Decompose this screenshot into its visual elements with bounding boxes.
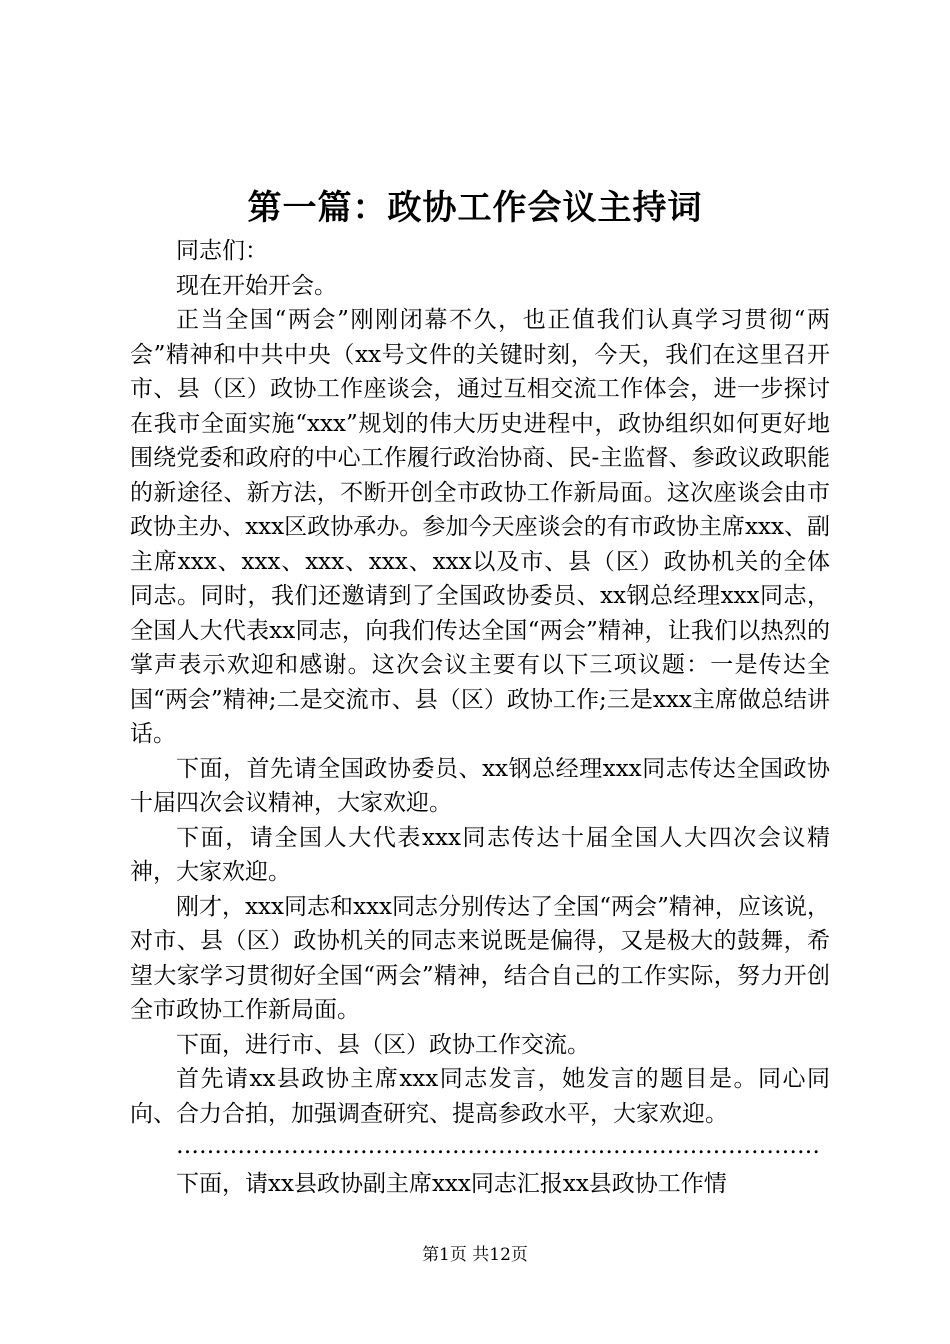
paragraph-first-speaker: 下面，首先请全国政协委员、xx钢总经理xxx同志传达全国政协十届四次会议精神，大家欢迎。 — [130, 755, 830, 816]
paragraph-opening: 现在开始开会。 — [176, 272, 337, 299]
document-body — [130, 234, 830, 1202]
document-title: 第一篇：政协工作会议主持词 — [247, 188, 703, 228]
paragraph-salutation: 同志们： — [176, 238, 268, 264]
page-number: 第1页 共12页 — [422, 1245, 528, 1265]
paragraph-county-speech: 首先请xx县政协主席xxx同志发言，她发言的题目是。同心同向、合力合拍，加强调查研究、提高参政水平，大家欢迎。 — [130, 1066, 830, 1127]
ellipsis-divider: ………………………………………………………………………… — [176, 1133, 820, 1159]
paragraph-exchange: 下面，进行市、县（区）政协工作交流。 — [176, 1031, 590, 1058]
paragraph-county-report: 下面，请xx县政协副主席xxx同志汇报xx县政协工作情 — [176, 1171, 727, 1197]
paragraph-second-speaker: 下面，请全国人大代表xxx同志传达十届全国人大四次会议精神，大家欢迎。 — [130, 824, 830, 885]
paragraph-introduction: 正当全国“两会”刚刚闭幕不久，也正值我们认真学习贯彻“两会”精神和中共中央（xx号文件的关键时刻，今天，我们在这里召开市、县（区）政协工作座谈会，通过互相交流工作体会，进一步探讨在我市全面实施“xxx”规划的伟大历史进程中，政协组织如何更好地围绕党委和政府的中心工作履行政治协商、民-主监督、参政议政职能的新途径、新方法，不断开创全市政协工作新局面。这次座谈会由市政协主办、xxx区政协承办。参加今天座谈会的有市政协主席xxx、副主席xxx、xxx、xxx、xxx、xxx以及市、县（区）政协机关的全体同志。同时，我们还邀请到了全国政协委员、xx钢总经理xxx同志，全国人大代表xx同志，向我们传达全国“两会”精神，让我们以热烈的掌声表示欢迎和感谢。这次会议主要有以下三项议题：一是传达全国“两会”精神;二是交流市、县（区）政协工作;三是xxx主席做总结讲话。 — [130, 307, 830, 747]
paragraph-summary: 刚才，xxx同志和xxx同志分别传达了全国“两会”精神，应该说，对市、县（区）政协机关的同志来说既是偏得，又是极大的鼓舞，希望大家学习贯彻好全国“两会”精神，结合自己的工作实际，努力开创全市政协工作新局面。 — [130, 893, 830, 1023]
